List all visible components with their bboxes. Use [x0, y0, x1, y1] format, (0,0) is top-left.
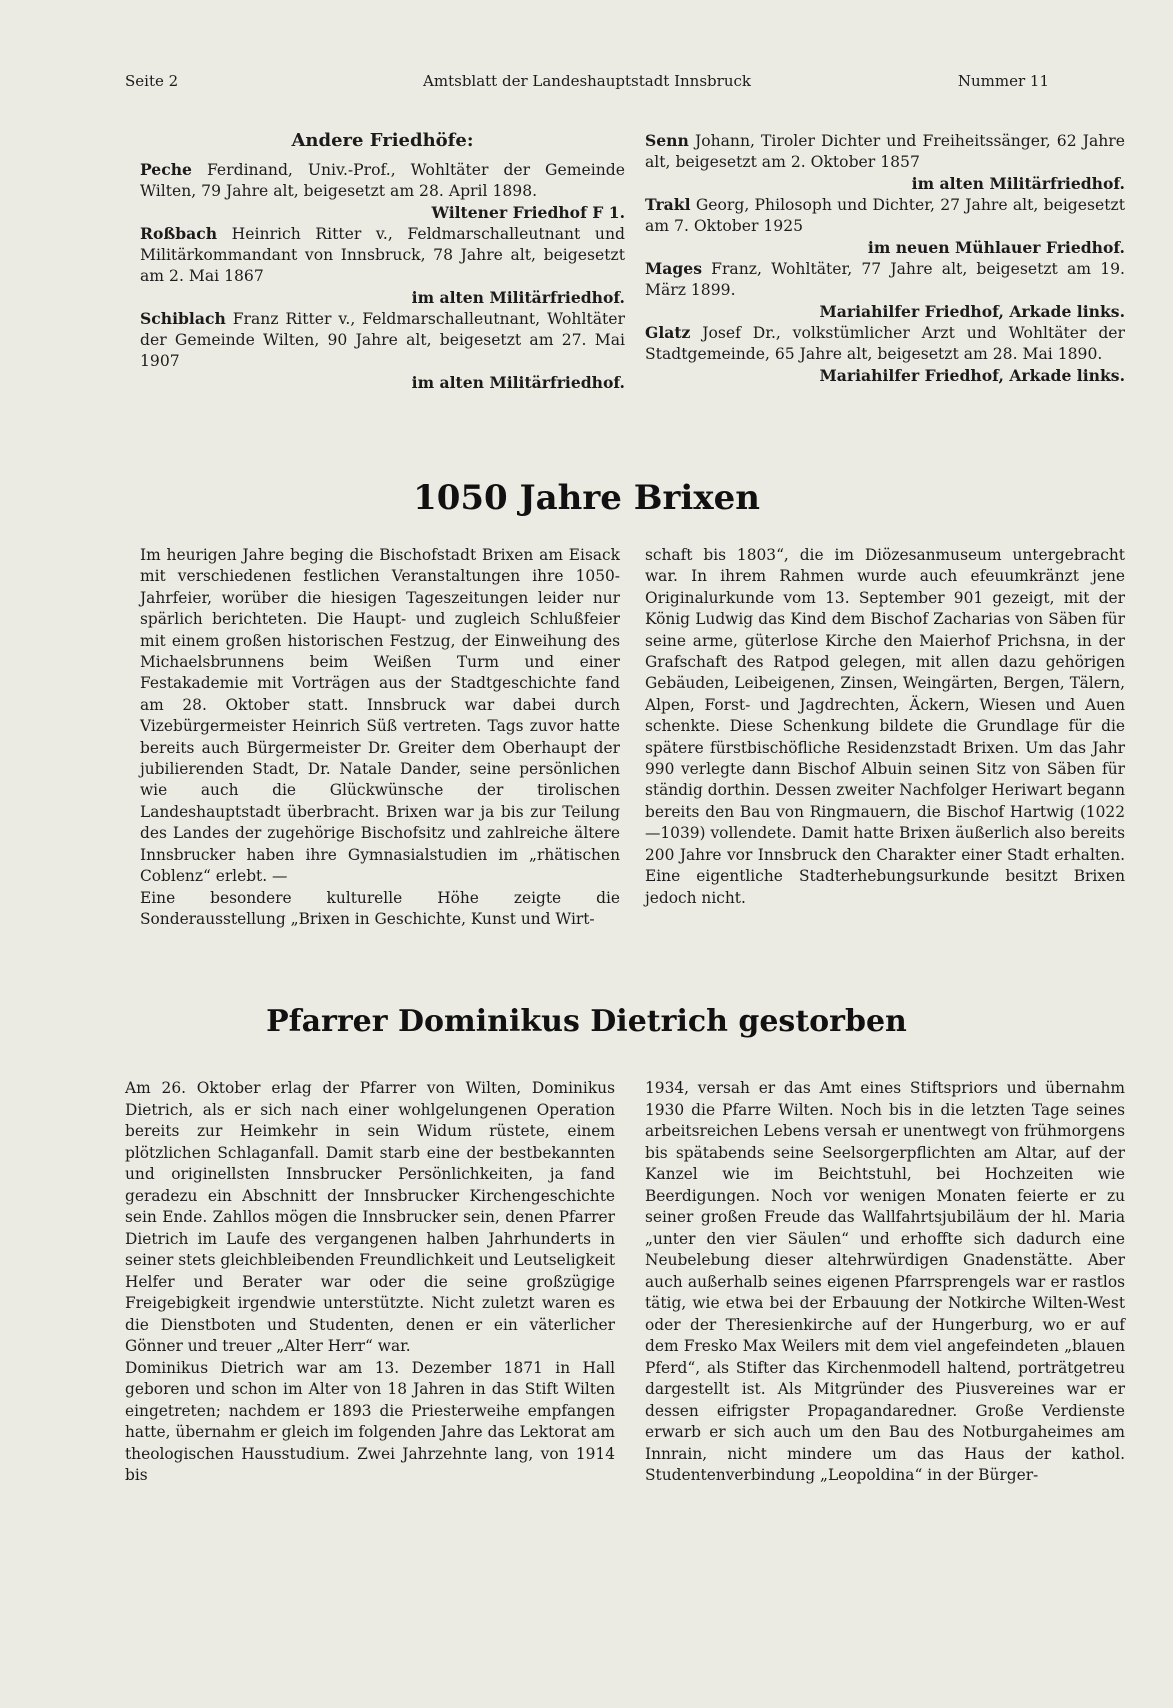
dietrich-article-title: Pfarrer Dominikus Dietrich gestorben — [266, 1004, 907, 1039]
brixen-column-2 — [645, 545, 1125, 909]
entry-name: Roßbach — [140, 224, 218, 243]
dietrich-column-1 — [125, 1078, 615, 1487]
cemetery-entry — [645, 194, 1125, 258]
entry-name: Trakl — [645, 195, 691, 214]
entry-location: im alten Militärfriedhof. — [911, 174, 1125, 193]
entry-name: Mages — [645, 259, 702, 278]
brixen-paragraph: Eine besondere kulturelle Höhe zeigte die Sonderausstellung „Brixen in Geschichte, Kunst und Wirt- — [140, 888, 620, 928]
entry-text: Heinrich Ritter v., Feldmarschalleutnant und Militärkommandant von Innsbruck, 78 Jahre alt, beigesetzt am 2. Mai 1867 — [140, 225, 625, 285]
entry-text: Georg, Philosoph und Dichter, 27 Jahre alt, beigesetzt am 7. Oktober 1925 — [645, 196, 1126, 235]
dietrich-paragraph: Dominikus Dietrich war am 13. Dezember 1871 in Hall geboren und schon im Alter von 18 Jahren in das Stift Wilten eingetreten; nachdem er 1893 die Priesterweihe empfangen hatte, übernahm er gleich im folgenden Jahre das Lektorat am theologischen Hausstudium. Zwei Jahrzehnte lang, von 1914 bis — [125, 1358, 615, 1484]
publication-title: Amtsblatt der Landeshauptstadt Innsbruck — [423, 72, 751, 90]
brixen-column-1 — [140, 545, 620, 930]
brixen-article-title: 1050 Jahre Brixen — [413, 478, 760, 518]
cemeteries-left-column — [140, 130, 625, 393]
cemetery-entry — [645, 258, 1125, 322]
cemetery-entry — [140, 223, 625, 308]
page-header — [125, 72, 1049, 94]
cemetery-entry — [140, 308, 625, 393]
page-number: Seite 2 — [125, 72, 179, 90]
entry-location: Mariahilfer Friedhof, Arkade links. — [819, 366, 1125, 385]
entry-text: Ferdinand, Univ.-Prof., Wohltäter der Gemeinde Wilten, 79 Jahre alt, beigesetzt am 28. April 1898. — [140, 161, 625, 200]
entry-location: Mariahilfer Friedhof, Arkade links. — [819, 302, 1125, 321]
entry-name: Peche — [140, 160, 192, 179]
cemetery-entry — [140, 159, 625, 223]
entry-text: Franz Ritter v., Feldmarschalleutnant, Wohltäter der Gemeinde Wilten, 90 Jahre alt, beigesetzt am 27. Mai 1907 — [140, 310, 625, 370]
entry-name: Senn — [645, 131, 689, 150]
dietrich-paragraph: 1934, versah er das Amt eines Stiftspriors und übernahm 1930 die Pfarre Wilten. Noch bis in die letzten Tage seines arbeitsreichen Lebens versah er unentwegt von frühmorgens bis spätabends seine Seelsorgerpflichten am Altar, auf der Kanzel wie im Beichtstuhl, bei Hochzeiten wie Beerdigungen. Noch vor wenigen Monaten feierte er zu seiner großen Freude das Wallfahrtsjubiläum der hl. Maria „unter den vier Säulen“ und erhoffte sich dadurch eine Neubelebung dieser altehrwürdigen Gnadenstätte. Aber auch außerhalb seines eigenen Pfarrsprengels war er rastlos tätig, wie etwa bei der Erbauung der Notkirche Wilten-West oder der Theresienkirche auf der Hungerburg, wo er auf dem Fresko Max Weilers mit dem viel angefeindeten „blauen Pferd“, als Stifter das Kirchenmodell haltend, porträtgetreu dargestellt ist. Als Mitgründer des Piusvereines war er dessen eifrigster Propagandaredner. Große Verdienste erwarb er sich auch um den Bau des Notburgaheimes am Innrain, nicht mindere um das Haus der kathol. Studentenverbindung „Leopoldina“ in der Bürger- — [645, 1079, 1125, 1484]
entry-text: Johann, Tiroler Dichter und Freiheitssänger, 62 Jahre alt, beigesetzt am 2. Oktober 1857 — [645, 132, 1125, 171]
entry-text: Franz, Wohltäter, 77 Jahre alt, beigesetzt am 19. März 1899. — [645, 260, 1125, 299]
entry-location: im alten Militärfriedhof. — [411, 288, 625, 307]
brixen-paragraph: schaft bis 1803“, die im Diözesanmuseum untergebracht war. In ihrem Rahmen wurde auch efeuumkränzt jene Originalurkunde vom 13. September 901 gezeigt, mit der König Ludwig das Kind dem Bischof Zacharias von Säben für seine arme, güterlose Kirche den Maierhof Prichsna, in der Grafschaft des Ratpod gelegen, mit allen dazu gehörigen Gebäuden, Leibeigenen, Zinsen, Weingärten, Bergen, Tälern, Alpen, Forst- und Jagdrechten, Äckern, Wiesen und Auen schenkte. Diese Schenkung bildete die Grundlage für die spätere fürstbischöfliche Residenzstadt Brixen. Um das Jahr 990 verlegte dann Bischof Albuin seinen Sitz von Säben für ständig dorthin. Dessen zweiter Nachfolger Heriwart begann bereits den Bau von Ringmauern, die Bischof Hartwig (1022—1039) vollendete. Damit hatte Brixen äußerlich also bereits 200 Jahre vor Innsbruck den Charakter einer Stadt erhalten. Eine eigentliche Stadterhebungsurkunde besitzt Brixen jedoch nicht. — [645, 546, 1125, 907]
cemeteries-right-column — [645, 130, 1125, 386]
cemetery-entry — [645, 322, 1125, 386]
brixen-paragraph: Im heurigen Jahre beging die Bischofstadt Brixen am Eisack mit verschiedenen festlichen Veranstaltungen ihre 1050-Jahrfeier, worüber die hiesigen Tageszeitungen leider nur spärlich berichteten. Die Haupt- und zugleich Schlußfeier mit einem großen historischen Festzug, der Einweihung des Michaelsbrunnens beim Weißen Turm und einer Festakademie mit Vorträgen aus der Stadtgeschichte fand am 28. Oktober statt. Innsbruck war dabei durch Vizebürgermeister Heinrich Süß vertreten. Tags zuvor hatte bereits auch Bürgermeister Dr. Greiter dem Oberhaupt der jubilierenden Stadt, Dr. Natale Dander, seine persönlichen wie auch die Glückwünsche der tirolischen Landeshauptstadt überbracht. Brixen war ja bis zur Teilung des Landes der zugehörige Bischofsitz und zahlreiche ältere Innsbrucker haben ihre Gymnasialstudien im „rhätischen Coblenz“ erlebt. — — [140, 546, 620, 886]
dietrich-column-2 — [645, 1078, 1125, 1487]
entry-name: Schiblach — [140, 309, 226, 328]
entry-name: Glatz — [645, 323, 691, 342]
entry-text: Josef Dr., volkstümlicher Arzt und Wohltäter der Stadtgemeinde, 65 Jahre alt, beigesetzt am 28. Mai 1890. — [645, 324, 1125, 363]
cemeteries-heading: Andere Friedhöfe: — [291, 130, 474, 151]
entry-location: im neuen Mühlauer Friedhof. — [867, 238, 1125, 257]
dietrich-paragraph: Am 26. Oktober erlag der Pfarrer von Wilten, Dominikus Dietrich, als er sich nach einer wohlgelungenen Operation bereits zur Heimkehr in sein Widum rüstete, einem plötzlichen Schlaganfall. Damit starb eine der bestbekannten und originellsten Innsbrucker Persönlichkeiten, ja fand geradezu ein Abschnitt der Innsbrucker Kirchengeschichte sein Ende. Zahllos mögen die Innsbrucker sein, denen Pfarrer Dietrich im Laufe des vergangenen halben Jahrhunderts in seiner stets gleichbleibenden Freundlichkeit und Leutseligkeit Helfer und Berater war oder die seine großzügige Freigebigkeit irgendwie unterstützte. Nicht zuletzt waren es die Dienstboten und Studenten, denen er ein väterlicher Gönner und treuer „Alter Herr“ war. — [125, 1079, 616, 1355]
entry-location: Wiltener Friedhof F 1. — [431, 203, 625, 222]
cemetery-entry — [645, 130, 1125, 194]
entry-location: im alten Militärfriedhof. — [411, 373, 625, 392]
issue-number: Nummer 11 — [957, 72, 1049, 90]
